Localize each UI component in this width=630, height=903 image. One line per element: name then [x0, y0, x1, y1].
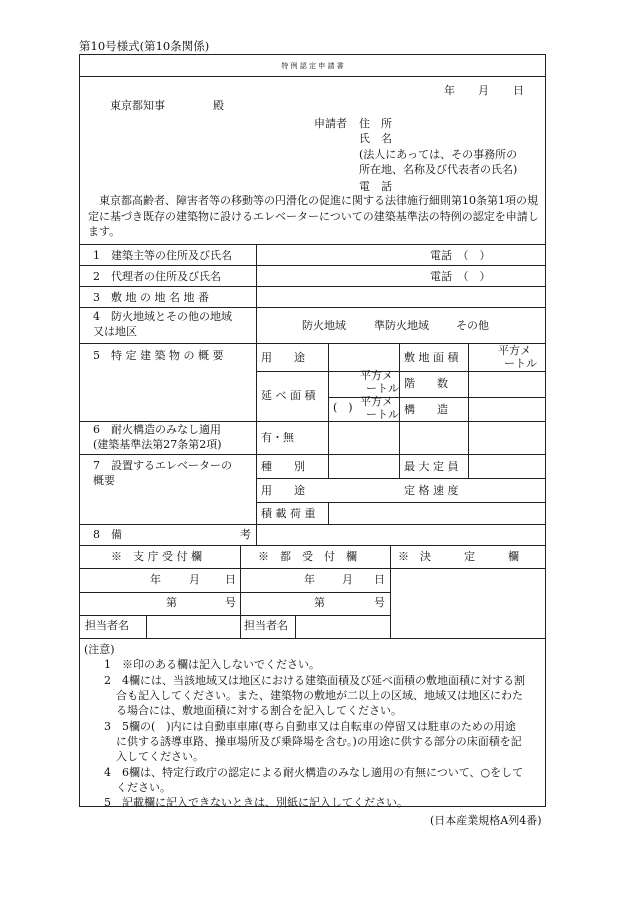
form-title: 特 例 認 定 申 請 書 [281, 62, 344, 70]
application-form [79, 54, 546, 807]
elevator-use-label: 用 途 [261, 484, 305, 497]
divider [80, 244, 545, 245]
divider [80, 265, 545, 266]
divider [80, 615, 390, 616]
max-capacity-label: 最 大 定 員 [404, 460, 459, 473]
note-4-line-2: ください。 [116, 781, 171, 794]
unit-sqm-3a: 平方メ [360, 395, 393, 408]
date-month-label: 月 [478, 84, 489, 97]
divider [80, 286, 545, 287]
note-4-line-1: 4 6欄は、特定行政庁の認定による耐火構造のみなし適用の有無について、○をして [104, 766, 524, 779]
form-number: 第10号様式(第10条関係) [79, 39, 210, 53]
row4-label-1: 4 防火地域とその他の地域 [93, 310, 232, 323]
note-2-line-3: る場合には、敷地面積に対する割合を記入してください。 [116, 704, 402, 717]
applicant-name-label: 氏 名 [359, 132, 392, 145]
note-1: 1 ※印のある欄は記入しないでください。 [104, 658, 320, 671]
date-day-label: 日 [513, 84, 524, 97]
divider [256, 371, 545, 372]
row5-label: 5 特 定 建 築 物 の 概 要 [93, 349, 224, 362]
note-2-line-2: 合も記入してください。また、建築物の敷地が二以上の区域、地域又は地区にわた [116, 689, 523, 702]
note-3-line-3: 入してください。 [116, 750, 204, 763]
branch-reception-header: ※ 支 庁 受 付 欄 [111, 550, 202, 563]
divider [256, 502, 545, 503]
divider [80, 592, 390, 593]
corporate-note-1: (法人にあっては、その事務所の [359, 148, 518, 161]
note-2-line-1: 2 4欄には、当該地域又は地区における建築面積及び延べ面積の敷地面積に対する割 [104, 674, 525, 687]
corporate-note-2: 所在地、名称及び代表者の氏名) [359, 163, 518, 176]
branch-number-label: 第 [166, 596, 177, 609]
divider [295, 615, 296, 638]
fireproof-yes-no: 有・無 [261, 431, 294, 444]
unit-sqm-2a: 平方メ [360, 369, 393, 382]
other-zone-option: その他 [456, 319, 489, 332]
branch-year-label: 年 [150, 573, 161, 586]
applicant-label: 申請者 [314, 117, 347, 130]
divider [80, 524, 545, 525]
decision-header: ※ 決 定 欄 [398, 550, 519, 563]
honorific: 殿 [213, 99, 224, 112]
floors-label: 階 数 [404, 377, 448, 390]
quasi-fire-zone-option: 準防火地域 [374, 319, 429, 332]
divider [80, 638, 545, 639]
divider [256, 244, 257, 545]
divider [256, 478, 545, 479]
rated-speed-label: 定 格 速 度 [404, 484, 459, 497]
tokyo-go-label: 号 [374, 596, 385, 609]
structure-label: 構 造 [404, 403, 448, 416]
row7-label-2: 概要 [93, 474, 115, 487]
notes-header: (注意) [84, 643, 115, 656]
unit-sqm-1a: 平方メ [498, 344, 531, 357]
floor-area-label: 延 べ 面 積 [261, 389, 316, 402]
row6-label-2: (建築基準法第27条第2項) [93, 438, 222, 451]
divider [80, 343, 545, 344]
paper-standard: (日本産業規格A列4番) [430, 814, 542, 827]
row2-phone: 電話 （ ） [430, 270, 491, 283]
unit-sqm-1b: ートル [504, 357, 537, 370]
branch-day-label: 日 [225, 573, 236, 586]
date-year-label: 年 [444, 84, 455, 97]
unit-sqm-2b: ートル [366, 382, 399, 395]
divider [146, 615, 147, 638]
row1-phone: 電話 （ ） [430, 249, 491, 262]
site-area-label: 敷 地 面 積 [404, 351, 459, 364]
divider [328, 502, 329, 524]
tokyo-day-label: 日 [374, 573, 385, 586]
divider [328, 343, 329, 478]
unit-sqm-3b: ートル [366, 408, 399, 421]
divider [468, 343, 469, 478]
tokyo-number-label: 第 [314, 596, 325, 609]
branch-month-label: 月 [189, 573, 200, 586]
tokyo-year-label: 年 [304, 573, 315, 586]
note-3-line-2: に供する誘導車路、操車場所及び乗降場を含む。)の用途に供する部分の床面積を記 [116, 735, 522, 748]
divider [240, 545, 241, 638]
tokyo-month-label: 月 [342, 573, 353, 586]
divider [80, 568, 545, 569]
addressee: 東京都知事 [110, 99, 165, 112]
divider [390, 545, 391, 638]
garage-paren: ( ) [333, 401, 353, 414]
note-5: 5 記載欄に記入できないときは、別紙に記入してください。 [104, 796, 408, 809]
row8-label-end: 考 [240, 528, 251, 541]
divider [80, 421, 545, 422]
row7-label-1: 7 設置するエレベーターの [93, 459, 232, 472]
elevator-type-label: 種 別 [261, 460, 305, 473]
divider [80, 454, 545, 455]
row2-label: 2 代理者の住所及び氏名 [93, 270, 221, 283]
application-statement: 東京都高齢者、障害者等の移動等の円滑化の促進に関する法律施行細則第10条第1項の規定に基づき既存の建築物に設けるエレベーターについての建築基準法の特例の認定を申請します。 [88, 194, 539, 238]
applicant-address-label: 住 所 [359, 117, 392, 130]
branch-staff-label: 担当者名 [85, 619, 129, 632]
fire-zone-option: 防火地域 [302, 319, 346, 332]
divider [80, 545, 545, 546]
note-3-line-1: 3 5欄の( )内には自動車車庫(専ら自動車又は自転車の停留又は駐車のための用途 [104, 720, 516, 733]
applicant-phone-label: 電 話 [359, 180, 392, 193]
divider [80, 307, 545, 308]
tokyo-reception-header: ※ 都 受 付 欄 [258, 550, 357, 563]
tokyo-staff-label: 担当者名 [244, 619, 288, 632]
building-use-label: 用 途 [261, 351, 305, 364]
row3-label: 3 敷 地 の 地 名 地 番 [93, 291, 209, 304]
load-capacity-label: 積 載 荷 重 [261, 507, 316, 520]
row4-label-2: 又は地区 [93, 325, 137, 338]
divider [80, 76, 545, 77]
row6-label-1: 6 耐火構造のみなし適用 [93, 423, 221, 436]
row1-label: 1 建築主等の住所及び氏名 [93, 249, 232, 262]
divider [399, 343, 400, 478]
row8-label: 8 備 [93, 528, 122, 541]
branch-go-label: 号 [225, 596, 236, 609]
